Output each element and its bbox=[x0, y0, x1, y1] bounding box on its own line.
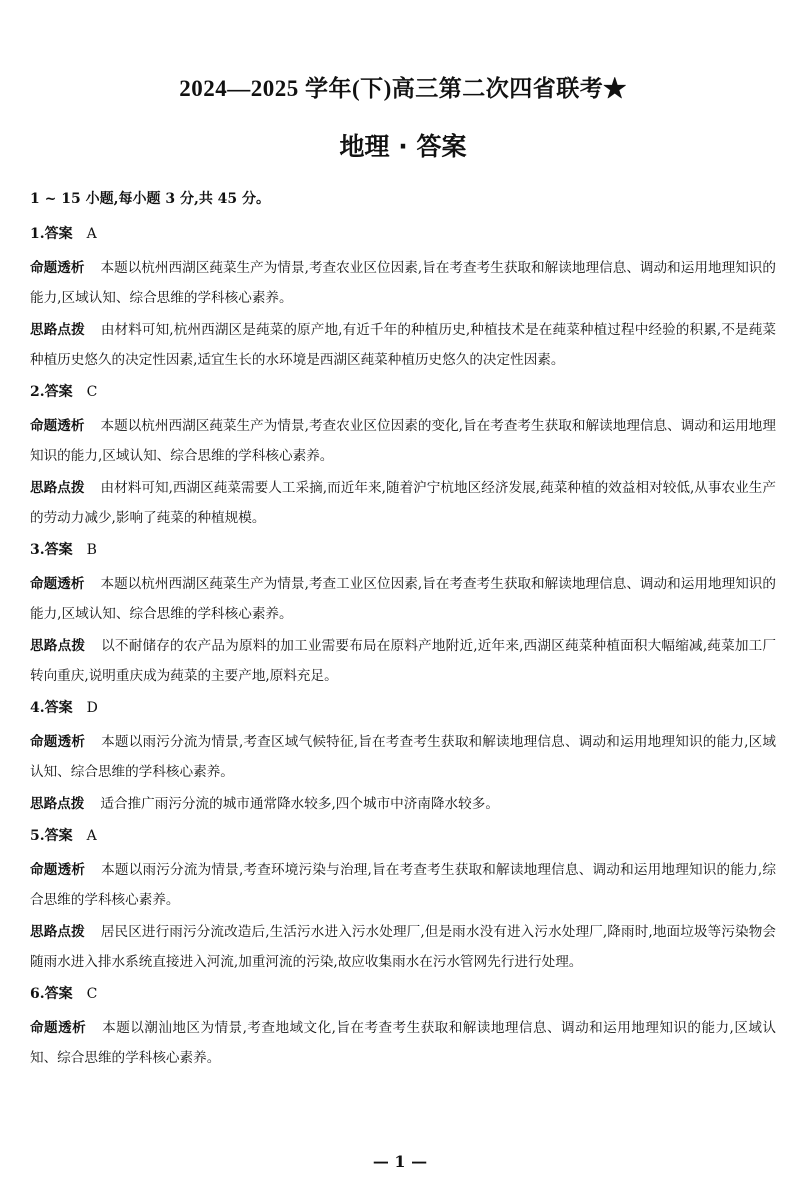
hint-paragraph bbox=[30, 917, 776, 977]
hint-text: 以不耐储存的农产品为原料的加工业需要布局在原料产地附近,近年来,西湖区莼菜种植面积大幅缩减,莼菜加工厂转向重庆,说明重庆成为莼菜的主要产地,原料充足。 bbox=[30, 638, 777, 684]
question-block-5 bbox=[30, 823, 776, 977]
analysis-label: 命题透析 bbox=[30, 734, 86, 750]
analysis-text: 本题以雨污分流为情景,考查区域气候特征,旨在考查考生获取和解读地理信息、调动和运用地理知识的能力,区域认知、综合思维的学科核心素养。 bbox=[30, 734, 777, 780]
analysis-paragraph bbox=[30, 727, 776, 787]
answer-value: C bbox=[86, 384, 98, 400]
analysis-label: 命题透析 bbox=[30, 862, 86, 878]
answer-label: 答案 bbox=[44, 384, 73, 400]
answer-label: 答案 bbox=[44, 828, 73, 844]
answer-label: 答案 bbox=[44, 542, 73, 558]
answer-line bbox=[30, 981, 776, 1007]
answer-value: C bbox=[86, 986, 98, 1002]
answer-label: 答案 bbox=[44, 226, 73, 242]
answer-line bbox=[30, 823, 776, 849]
hint-label: 思路点拨 bbox=[30, 924, 85, 940]
question-number: 5. bbox=[30, 828, 45, 844]
question-number: 2. bbox=[30, 384, 45, 400]
analysis-label: 命题透析 bbox=[30, 576, 85, 592]
question-number: 6. bbox=[30, 986, 45, 1002]
question-block-6 bbox=[30, 981, 776, 1073]
answer-label: 答案 bbox=[44, 700, 73, 716]
hint-paragraph bbox=[30, 315, 776, 375]
answer-line bbox=[30, 379, 776, 405]
hint-label: 思路点拨 bbox=[30, 796, 85, 812]
hint-label: 思路点拨 bbox=[30, 322, 85, 338]
analysis-text: 本题以杭州西湖区莼菜生产为情景,考查工业区位因素,旨在考查考生获取和解读地理信息、调动和运用地理知识的能力,区域认知、综合思维的学科核心素养。 bbox=[30, 576, 777, 622]
hint-paragraph bbox=[30, 631, 776, 691]
hint-text: 由材料可知,西湖区莼菜需要人工采摘,而近年来,随着沪宁杭地区经济发展,莼菜种植的效益相对较低,从事农业生产的劳动力减少,影响了莼菜的种植规模。 bbox=[30, 480, 776, 526]
answer-line bbox=[30, 221, 776, 247]
analysis-text: 本题以潮汕地区为情景,考查地域文化,旨在考查考生获取和解读地理信息、调动和运用地理知识的能力,区域认知、综合思维的学科核心素养。 bbox=[30, 1020, 776, 1066]
hint-text: 适合推广雨污分流的城市通常降水较多,四个城市中济南降水较多。 bbox=[100, 796, 499, 812]
answer-line bbox=[30, 695, 776, 721]
analysis-paragraph bbox=[30, 411, 776, 471]
hint-text: 由材料可知,杭州西湖区是莼菜的原产地,有近千年的种植历史,种植技术是在莼菜种植过程中经验的积累,不是莼菜种植历史悠久的决定性因素,适宜生长的水环境是西湖区莼菜种植历史悠久的决定性因素。 bbox=[30, 322, 777, 368]
answer-label: 答案 bbox=[44, 986, 73, 1002]
question-block-3 bbox=[30, 537, 776, 691]
analysis-paragraph bbox=[30, 1013, 776, 1073]
answer-value: D bbox=[86, 700, 98, 716]
hint-label: 思路点拨 bbox=[30, 480, 85, 496]
question-block-4 bbox=[30, 695, 776, 819]
analysis-label: 命题透析 bbox=[30, 1020, 87, 1036]
analysis-text: 本题以杭州西湖区莼菜生产为情景,考查农业区位因素的变化,旨在考查考生获取和解读地理信息、调动和运用地理知识的能力,区域认知、综合思维的学科核心素养。 bbox=[30, 418, 777, 464]
analysis-text: 本题以雨污分流为情景,考查环境污染与治理,旨在考查考生获取和解读地理信息、调动和运用地理知识的能力,综合思维的学科核心素养。 bbox=[30, 862, 777, 908]
hint-text: 居民区进行雨污分流改造后,生活污水进入污水处理厂,但是雨水没有进入污水处理厂,降雨时,地面垃圾等污染物会随雨水进入排水系统直接进入河流,加重河流的污染,故应收集雨水在污水管网先行进行处理。 bbox=[30, 924, 777, 970]
analysis-label: 命题透析 bbox=[30, 418, 85, 434]
page-title: 2024—2025 学年(下)高三第二次四省联考★ bbox=[179, 76, 627, 101]
analysis-text: 本题以杭州西湖区莼菜生产为情景,考查农业区位因素,旨在考查考生获取和解读地理信息、调动和运用地理知识的能力,区域认知、综合思维的学科核心素养。 bbox=[30, 260, 777, 306]
section-intro: 1 ~ 15 小题,每小题 3 分,共 45 分。 bbox=[30, 191, 271, 207]
answer-value: A bbox=[86, 226, 97, 242]
hint-paragraph bbox=[30, 789, 776, 819]
hint-label: 思路点拨 bbox=[30, 638, 86, 654]
question-number: 4. bbox=[30, 700, 45, 716]
analysis-label: 命题透析 bbox=[30, 260, 85, 276]
answer-value: B bbox=[86, 542, 97, 558]
page-number: — 1 — bbox=[372, 1152, 428, 1171]
analysis-paragraph bbox=[30, 855, 776, 915]
question-number: 1. bbox=[30, 226, 45, 242]
page-subtitle: 地理 · 答案 bbox=[339, 132, 467, 161]
analysis-paragraph bbox=[30, 569, 776, 629]
answer-value: A bbox=[86, 828, 97, 844]
question-number: 3. bbox=[30, 542, 45, 558]
answer-line bbox=[30, 537, 776, 563]
hint-paragraph bbox=[30, 473, 776, 533]
question-block-2 bbox=[30, 379, 776, 533]
question-block-1 bbox=[30, 221, 776, 375]
analysis-paragraph bbox=[30, 253, 776, 313]
